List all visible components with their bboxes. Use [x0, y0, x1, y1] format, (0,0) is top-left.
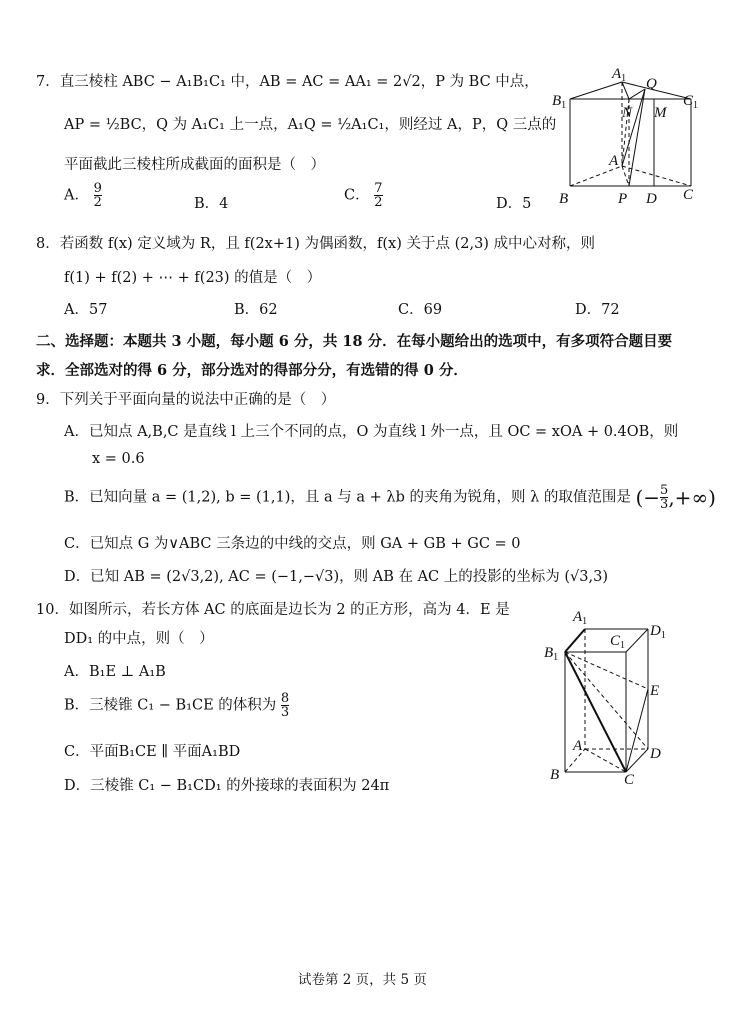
- label-d1: $D_1$: [650, 623, 666, 641]
- q9-option-c[interactable]: C．已知点 G 为∨ABC 三条边的中线的交点，则 GA + GB + GC = 0: [64, 536, 521, 552]
- label-b1: $B_1$: [552, 93, 567, 111]
- q7-option-b[interactable]: B．4: [194, 196, 229, 212]
- q10-line2: DD₁ 的中点，则（ ）: [64, 631, 214, 647]
- fraction: $\frac{8}{3}$: [280, 691, 290, 720]
- option-label: C．: [344, 187, 370, 204]
- q10-line1: 10．如图所示，若长方体 AC 的底面是边长为 2 的正方形，高为 4．E 是: [36, 602, 510, 618]
- label-b: B: [550, 767, 560, 783]
- label-a: A: [609, 153, 619, 169]
- fraction: $\frac{5}{3}$: [660, 483, 669, 512]
- q7-line2: AP = ½BC，Q 为 A₁C₁ 上一点，A₁Q = ½A₁C₁，则经过 A，P，Q 三点的: [64, 117, 557, 133]
- q7-prism-figure: [545, 62, 720, 212]
- q10-cuboid-figure: [538, 605, 688, 787]
- label-c1: $C_1$: [610, 633, 626, 651]
- section2-line1: 二、选择题：本题共 3 小题，每小题 6 分，共 18 分．在每小题给出的选项中，有多项符合题目要: [36, 333, 673, 350]
- label-c1: $C_1$: [683, 93, 699, 111]
- label-n: N: [622, 105, 633, 121]
- q8-line1: 8．若函数 f(x) 定义域为 R，且 f(2x+1) 为偶函数，f(x) 关于点 (2,3) 成中心对称，则: [36, 236, 596, 252]
- label-e: E: [650, 683, 660, 699]
- q10-option-a[interactable]: A．B₁E ⊥ A₁B: [64, 664, 166, 680]
- q8-option-d[interactable]: D．72: [575, 302, 620, 318]
- label-c: C: [683, 187, 694, 203]
- option-label: A．: [64, 187, 89, 204]
- q8-option-c[interactable]: C．69: [398, 302, 443, 318]
- interval-close: ,+∞): [668, 485, 716, 510]
- q9-option-b[interactable]: B．已知向量 a = (1,2), b = (1,1)，且 a 与 a + λb 的夹角为锐角，则 λ 的取值范围是 (− $\frac{5}{3}$ ,+∞): [64, 483, 716, 512]
- label-c: C: [624, 772, 635, 787]
- label-a1: $A_1$: [573, 609, 588, 627]
- label-d: D: [650, 746, 661, 762]
- label-a1: $A_1$: [612, 66, 627, 84]
- q7-line3: 平面截此三棱柱所成截面的面积是（ ）: [64, 157, 325, 173]
- interval-open: (−: [635, 485, 661, 510]
- q7-line1: 7．直三棱柱 ABC − A₁B₁C₁ 中，AB = AC = AA₁ = 2√2，P 为 BC 中点，: [36, 74, 539, 90]
- q8-line2: f(1) + f(2) + ⋯ + f(23) 的值是（ ）: [64, 270, 322, 286]
- q7-option-c[interactable]: [344, 182, 383, 209]
- q7-option-d[interactable]: D．5: [496, 196, 532, 212]
- label-a: A: [573, 738, 583, 754]
- label-p: P: [618, 191, 628, 207]
- q10-option-b[interactable]: B．三棱锥 C₁ − B₁CE 的体积为 $\frac{8}{3}$: [64, 691, 290, 720]
- q9-option-d[interactable]: D．已知 AB = (2√3,2), AC = (−1,−√3)，则 AB 在 AC 上的投影的坐标为 (√3,3): [64, 569, 608, 585]
- label-d: D: [646, 191, 657, 207]
- fraction: $\frac{7}{2}$: [374, 181, 383, 210]
- q8-option-b[interactable]: B．62: [234, 302, 278, 318]
- fraction: $\frac{9}{2}$: [93, 181, 102, 210]
- page-footer: 试卷第 2 页，共 5 页: [298, 972, 427, 988]
- q7-option-a[interactable]: [64, 182, 102, 209]
- q8-option-a[interactable]: A．57: [64, 302, 108, 318]
- q9-option-a-cont: x = 0.6: [92, 451, 145, 467]
- label-b1: $B_1$: [544, 645, 559, 663]
- q10-option-d[interactable]: D．三棱锥 C₁ − B₁CD₁ 的外接球的表面积为 24π: [64, 778, 390, 794]
- q9-option-a[interactable]: A．已知点 A,B,C 是直线 l 上三个不同的点，O 为直线 l 外一点，且 OC = xOA + 0.4OB，则: [64, 424, 679, 440]
- q9-stem: 9．下列关于平面向量的说法中正确的是（ ）: [36, 392, 336, 408]
- label-m: M: [654, 105, 667, 121]
- section2-line2: 求．全部选对的得 6 分，部分选对的得部分分，有选错的得 0 分．: [36, 362, 468, 379]
- label-q: Q: [646, 76, 657, 92]
- q10-option-c[interactable]: C．平面B₁CE ∥ 平面A₁BD: [64, 744, 241, 760]
- label-b: B: [559, 191, 569, 207]
